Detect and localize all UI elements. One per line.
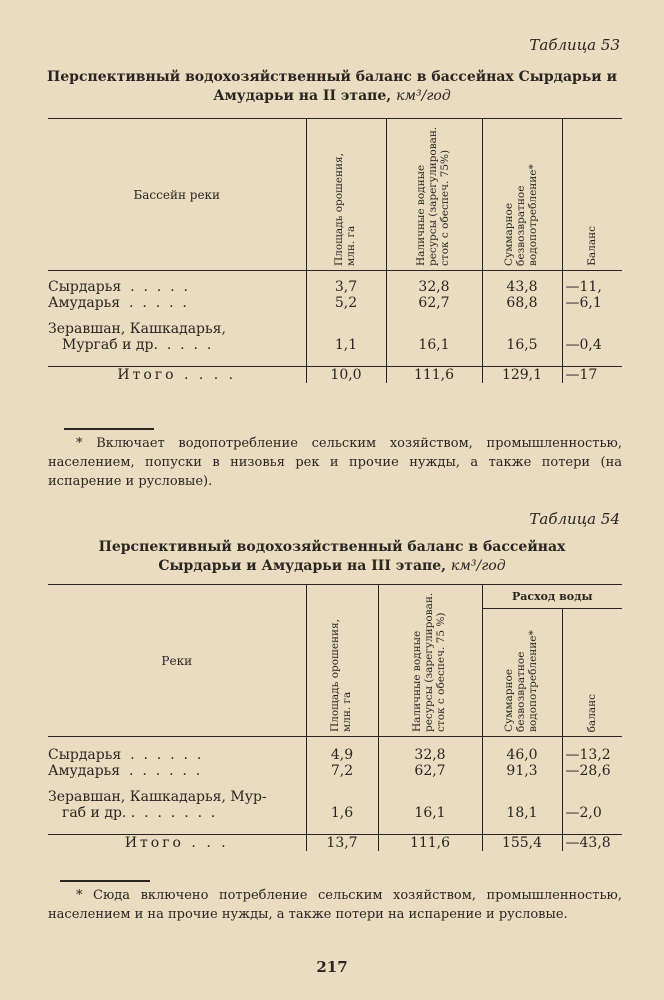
table-53 <box>48 118 622 383</box>
cell-resources: 32,8 <box>378 737 482 763</box>
table-53-title-line1: Перспективный водохозяйственный баланс в бассейнах Сырдарьи и <box>47 69 617 85</box>
table-54-label: Таблица 54 <box>529 510 620 528</box>
row-name: Зеравшан, Кашкадарья, Мур- габ и др. . . . . . . . <box>48 788 267 821</box>
row-name: Амударья . . . . . <box>48 294 187 311</box>
total-resources: 111,6 <box>386 367 482 384</box>
table-54-unit: км³/год <box>450 558 506 574</box>
cell-area: 7,2 <box>306 763 378 779</box>
table-54 <box>48 584 622 851</box>
cell-resources: 32,8 <box>386 271 482 295</box>
footnote-rule <box>64 428 154 430</box>
table-53-footnote: * Включает водопотребление сельским хозяйством, промышленностью, населением, попуски в низовья рек и прочие нужды, а также потери (на испарение и русловые). <box>48 436 622 489</box>
table-54-footnote: * Сюда включено потребление сельским хозяйством, промышленностью, населением и на прочие нужды, а также потери на испарение и русловые. <box>48 888 622 922</box>
table-53-header-basin: Бассейн реки <box>48 119 306 271</box>
cell-balance: —0,4 <box>562 311 622 353</box>
table-54-header-resources: Наличные водные ресурсы (зарегулирован. сток с обеспеч. 75 %) <box>411 592 447 732</box>
row-name: Сырдарья . . . . . . <box>48 746 202 763</box>
cell-consumption: 46,0 <box>482 737 562 763</box>
row-name: Зеравшан, Кашкадарья, Мургаб и др. . . . . <box>48 320 226 353</box>
table-54-header-area: Площадь орошения, млн. га <box>329 619 353 732</box>
table-53-label: Таблица 53 <box>529 36 620 54</box>
table-53-unit: км³/год <box>396 88 451 104</box>
cell-balance: —6,1 <box>562 295 622 311</box>
page-number: 217 <box>316 958 348 976</box>
table-53-header-balance: Баланс <box>586 226 599 266</box>
table-53-title-line2: Амударьи на II этапе, <box>213 88 392 104</box>
table-54-header-rivers: Реки <box>48 585 306 737</box>
table-54-title-line2: Сырдарьи и Амударьи на III этапе, <box>158 558 447 574</box>
cell-area: 1,1 <box>306 311 386 353</box>
table-row <box>48 311 622 353</box>
cell-resources: 16,1 <box>378 779 482 821</box>
total-balance: —17 <box>562 367 622 384</box>
total-area: 10,0 <box>306 367 386 384</box>
table-54-header-consumption: Суммарное безвозвратное водопотребление* <box>503 630 539 732</box>
table-row <box>48 295 622 311</box>
cell-balance: —2,0 <box>562 779 622 821</box>
total-label: Итого . . . <box>48 835 306 852</box>
total-resources: 111,6 <box>378 835 482 852</box>
cell-balance: —28,6 <box>562 763 622 779</box>
table-row <box>48 763 622 779</box>
cell-consumption: 68,8 <box>482 295 562 311</box>
total-area: 13,7 <box>306 835 378 852</box>
total-consumption: 155,4 <box>482 835 562 852</box>
table-total-row <box>48 835 622 852</box>
cell-area: 1,6 <box>306 779 378 821</box>
table-53-header-consumption: Суммарное безвозвратное водопотребление* <box>503 164 539 266</box>
cell-resources: 62,7 <box>386 295 482 311</box>
table-54-header-balance: баланс <box>586 693 599 732</box>
table-53-header-area: Площадь орошения, млн. га <box>333 153 357 266</box>
cell-area: 4,9 <box>306 737 378 763</box>
row-name: Сырдарья . . . . . <box>48 278 188 295</box>
cell-consumption: 16,5 <box>482 311 562 353</box>
cell-balance: —13,2 <box>562 737 622 763</box>
total-balance: —43,8 <box>562 835 622 852</box>
table-total-row <box>48 367 622 384</box>
table-row <box>48 737 622 763</box>
table-54-title-line1: Перспективный водохозяйственный баланс в бассейнах <box>98 539 566 555</box>
cell-area: 3,7 <box>306 271 386 295</box>
cell-area: 5,2 <box>306 295 386 311</box>
table-53-title <box>0 68 664 106</box>
total-consumption: 129,1 <box>482 367 562 384</box>
total-label: Итого . . . . <box>48 367 306 384</box>
cell-resources: 62,7 <box>378 763 482 779</box>
cell-consumption: 43,8 <box>482 271 562 295</box>
table-54-header-group: Расход воды <box>482 585 622 609</box>
row-name: Амударья . . . . . . <box>48 762 201 779</box>
table-row <box>48 271 622 295</box>
table-53-header-resources: Наличные водные ресурсы (зарегулирован. сток с обеспеч. 75%) <box>415 126 451 266</box>
cell-balance: —11, <box>562 271 622 295</box>
cell-consumption: 18,1 <box>482 779 562 821</box>
table-row <box>48 779 622 821</box>
footnote-rule <box>60 880 150 882</box>
table-54-title <box>0 538 664 576</box>
cell-resources: 16,1 <box>386 311 482 353</box>
cell-consumption: 91,3 <box>482 763 562 779</box>
